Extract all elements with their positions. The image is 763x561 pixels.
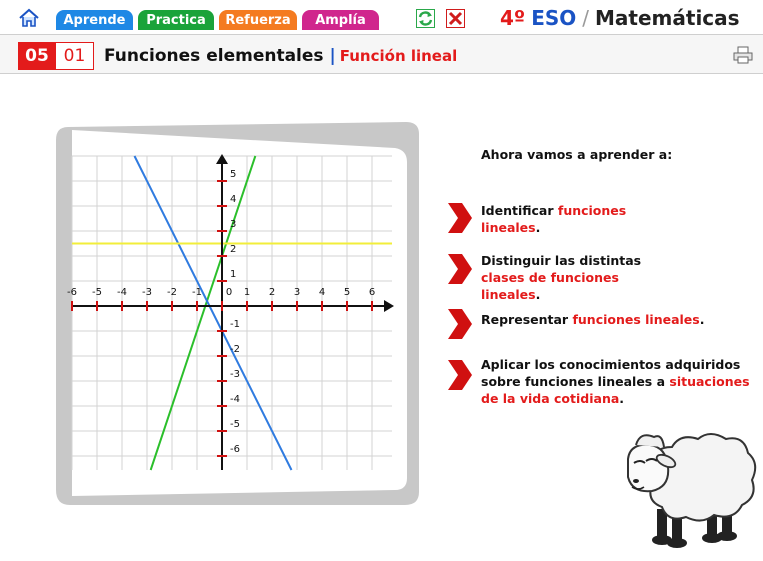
objective-end: .	[535, 220, 541, 235]
title-divider: |	[329, 46, 336, 66]
x-tick-label: 5	[343, 287, 351, 298]
x-tick-label: -2	[167, 287, 177, 298]
unit-number: 05	[18, 42, 56, 70]
y-tick-label: -6	[230, 444, 240, 455]
tab-amplia[interactable]: Amplía	[302, 10, 379, 30]
x-tick-label: -5	[92, 287, 102, 298]
y-tick-label: -2	[230, 344, 240, 355]
chevron-right-icon	[444, 358, 474, 392]
objective-3	[481, 311, 741, 328]
x-tick-label: 0	[225, 287, 233, 298]
objective-highlight: funciones lineales	[572, 312, 700, 327]
objective-end: .	[619, 391, 625, 406]
x-tick-label: -6	[67, 287, 77, 298]
chevron-right-icon	[444, 252, 474, 286]
objective-text: Distinguir las distintas	[481, 253, 642, 268]
y-tick-label: 1	[230, 269, 237, 280]
x-tick-label: 3	[293, 287, 301, 298]
objective-highlight: funciones lineales	[481, 203, 627, 235]
y-tick-label: 4	[230, 194, 237, 205]
x-tick-label: 6	[368, 287, 376, 298]
x-tick-label: -4	[117, 287, 127, 298]
y-tick-label: -3	[230, 369, 240, 380]
intro-text: Ahora vamos a aprender a:	[481, 147, 673, 162]
y-tick-label: -1	[230, 319, 240, 330]
title-main: Funciones elementales	[104, 46, 324, 66]
objective-end: .	[535, 287, 541, 302]
course-separator: /	[582, 6, 590, 30]
y-tick-label: 3	[230, 219, 237, 230]
objective-text: Identificar	[481, 203, 554, 218]
course-level: 4º	[500, 6, 526, 30]
objective-end: .	[699, 312, 705, 327]
course-subject: Matemáticas	[595, 6, 740, 30]
x-tick-label: 4	[318, 287, 326, 298]
chevron-right-icon	[444, 307, 474, 341]
x-tick-label: 2	[268, 287, 276, 298]
objective-text: Aplicar los conocimientos adquiridos sobre funciones lineales a	[481, 357, 741, 389]
objective-2	[481, 252, 681, 303]
x-tick-label: -3	[142, 287, 152, 298]
objective-highlight: situaciones de la vida cotidiana	[481, 374, 750, 406]
tab-practica[interactable]: Practica	[138, 10, 214, 30]
sheep-mascot-icon	[610, 425, 760, 550]
objective-1	[481, 202, 631, 236]
tab-refuerza[interactable]: Refuerza	[219, 10, 297, 30]
objective-text: Representar	[481, 312, 569, 327]
chevron-right-icon	[444, 201, 474, 235]
title-subtitle: Función lineal	[339, 47, 458, 65]
y-tick-label: 2	[230, 244, 237, 255]
x-tick-label: 1	[243, 287, 251, 298]
x-tick-label: -1	[192, 287, 202, 298]
y-tick-label: -4	[230, 394, 240, 405]
objective-4	[481, 356, 751, 407]
tab-aprende[interactable]: Aprende	[56, 10, 133, 30]
lesson-number: 01	[55, 42, 94, 70]
y-tick-label: 5	[230, 169, 237, 180]
y-tick-label: -5	[230, 419, 240, 430]
course-stage: ESO	[531, 6, 577, 30]
objective-highlight: clases de funciones lineales	[481, 270, 619, 302]
